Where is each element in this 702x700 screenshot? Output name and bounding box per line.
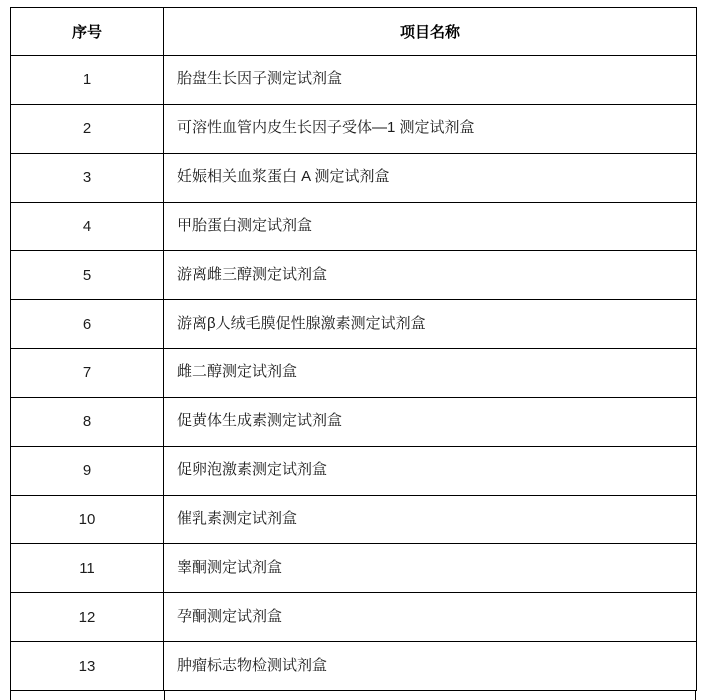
table-row [11,104,697,153]
cell-serial-number: 8 [11,397,164,446]
cell-serial-number: 3 [11,153,164,202]
reagent-table [10,7,696,700]
cell-serial-number: 13 [11,642,164,691]
table-row [11,446,697,495]
cell-serial-number: 1 [11,56,164,105]
cell-serial-number: 12 [11,593,164,642]
cell-serial-number: 9 [11,446,164,495]
table-row [11,56,697,105]
reagent-table-grid [10,7,697,691]
cell-project-name: 胎盘生长因子测定试剂盒 [164,56,697,105]
cell-project-name: 促卵泡激素测定试剂盒 [164,446,697,495]
cell-project-name: 游离β人绒毛膜促性腺激素测定试剂盒 [164,300,697,349]
table-row [11,300,697,349]
header-row [11,8,697,56]
cell-project-name: 可溶性血管内皮生长因子受体—1 测定试剂盒 [164,104,697,153]
table-row [11,495,697,544]
table-row [11,544,697,593]
cell-project-name: 妊娠相关血浆蛋白 A 测定试剂盒 [164,153,697,202]
table-row [11,642,697,691]
header-cell-serial-number: 序号 [11,8,164,56]
table-row [11,397,697,446]
cell-serial-number: 2 [11,104,164,153]
table-row [11,202,697,251]
cell-serial-number: 4 [11,202,164,251]
header-cell-project-name: 项目名称 [164,8,697,56]
cell-project-name: 游离雌三醇测定试剂盒 [164,251,697,300]
table-row [11,349,697,398]
cell-serial-number: 10 [11,495,164,544]
cell-project-name: 肿瘤标志物检测试剂盒 [164,642,697,691]
cell-serial-number: 11 [11,544,164,593]
column-divider [164,691,165,700]
table-row [11,153,697,202]
cell-serial-number: 6 [11,300,164,349]
cell-project-name: 促黄体生成素测定试剂盒 [164,397,697,446]
table-row [11,251,697,300]
cell-project-name: 甲胎蛋白测定试剂盒 [164,202,697,251]
table-row [11,593,697,642]
cell-serial-number: 7 [11,349,164,398]
cell-serial-number: 5 [11,251,164,300]
cell-project-name: 催乳素测定试剂盒 [164,495,697,544]
cell-project-name: 睾酮测定试剂盒 [164,544,697,593]
cell-project-name: 孕酮测定试剂盒 [164,593,697,642]
partial-next-row [10,691,696,700]
cell-project-name: 雌二醇测定试剂盒 [164,349,697,398]
